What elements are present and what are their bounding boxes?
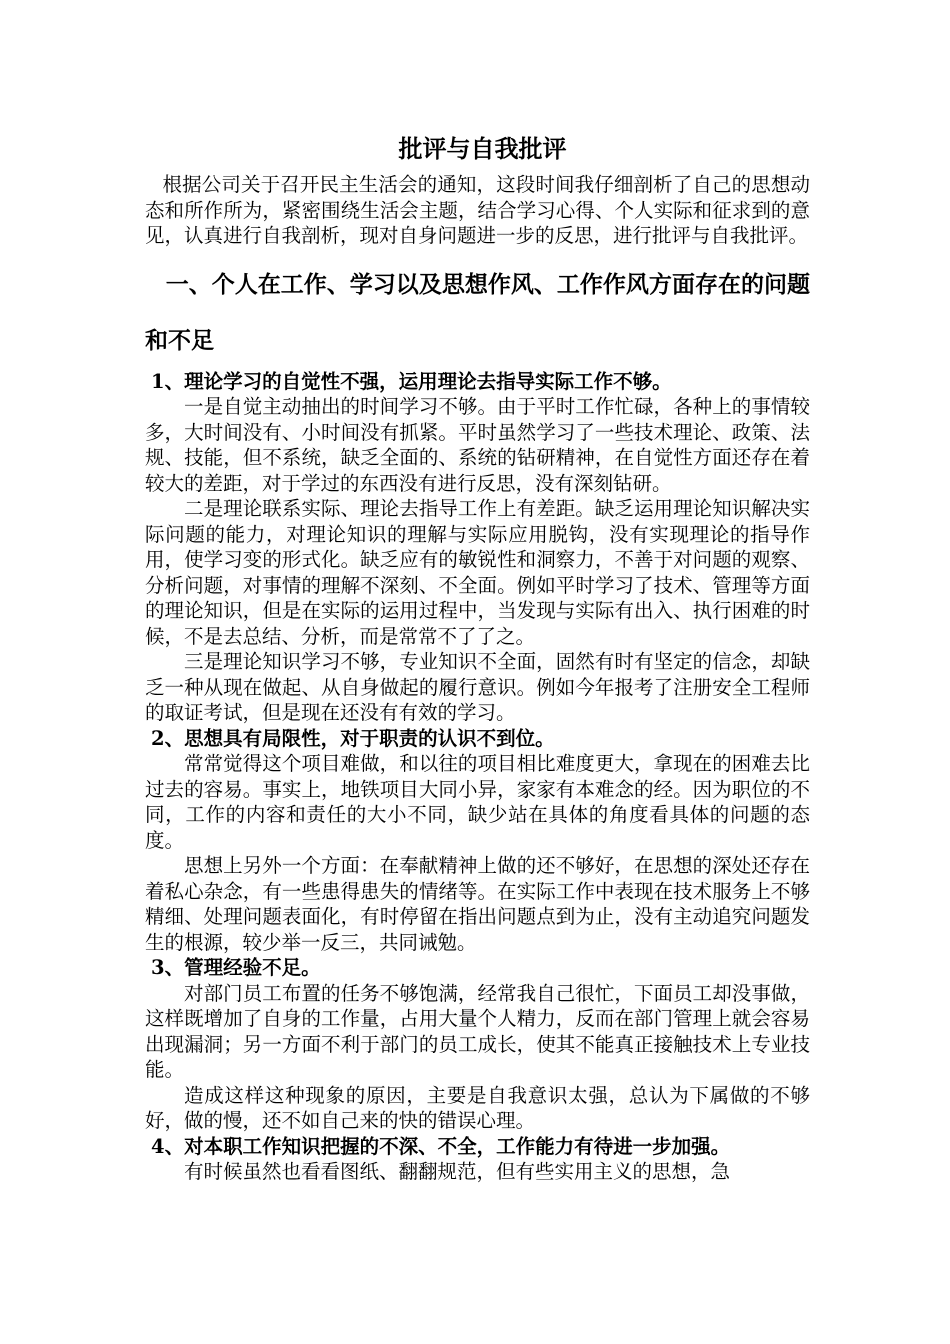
paragraph: 造成这样这种现象的原因，主要是自我意识太强，总认为下属做的不够好，做的慢，还不如自己来的快的错误心理。 [145,1083,810,1132]
subheading-4: 4、对本职工作知识把握的不深、不全，工作能力有待进一步加强。 [151,1134,731,1158]
subheading-1: 1、理论学习的自觉性不强，运用理论去指导实际工作不够。 [151,369,672,393]
paragraph: 常常觉得这个项目难做，和以往的项目相比难度更大，拿现在的困难去比过去的容易。事实上，地铁项目大同小异，家家有本难念的经。因为职位的不同，工作的内容和责任的大小不同，缺少站在具体的角度看具体的问题的态度。 [145,752,810,852]
paragraph: 有时候虽然也看看图纸、翻翻规范，但有些实用主义的思想，急 [184,1160,731,1183]
paragraph: 思想上另外一个方面：在奉献精神上做的还不够好，在思想的深处还存在着私心杂念，有一些患得患失的情绪等。在实际工作中表现在技术服务上不够精细、处理问题表面化，有时停留在指出问题点到为止，没有主动追究问题发生的根源，较少举一反三，共同诫勉。 [145,854,810,954]
subheading-3: 3、管理经验不足。 [151,956,321,979]
paragraph: 一是自觉主动抽出的时间学习不够。由于平时工作忙碌，各种上的事情较多，大时间没有、小时间没有抓紧。平时虽然学习了一些技术理论、政策、法规、技能，但不系统，缺乏全面的、系统的钻研精神，在自觉性方面还存在着较大的差距，对于学过的东西没有进行反思，没有深刻钻研。 [145,395,810,495]
paragraph: 二是理论联系实际、理论去指导工作上有差距。缺乏运用理论知识解决实际问题的能力，对理论知识的理解与实际应用脱钩，没有实现理论的指导作用，使学习变的形式化。缺乏应有的敏锐性和洞察力，不善于对问题的观察、分析问题，对事情的理解不深刻、不全面。例如平时学习了技术、管理等方面的理论知识，但是在实际的运用过程中，当发现与实际有出入、执行困难的时候，不是去总结、分析，而是常常不了了之。 [145,497,810,648]
intro-paragraph: 根据公司关于召开民主生活会的通知，这段时间我仔细剖析了自己的思想动态和所作所为，紧密围绕生活会主题，结合学习心得、个人实际和征求到的意见，认真进行自我剖析，现对自身问题进一步的反思，进行批评与自我批评。 [145,173,810,247]
document-body [145,128,810,1185]
subheading-2: 2、思想具有局限性，对于职责的认识不到位。 [151,726,555,750]
document-title: 批评与自我批评 [398,134,567,163]
paragraph: 对部门员工布置的任务不够饱满，经常我自己很忙，下面员工却没事做，这样既增加了自身的工作量，占用大量个人精力，反而在部门管理上就会容易出现漏洞；另一方面不利于部门的员工成长，使其不能真正接触技术上专业技能。 [145,981,810,1081]
paragraph: 三是理论知识学习不够，专业知识不全面，固然有时有坚定的信念，却缺乏一种从现在做起、从自身做起的履行意识。例如今年报考了注册安全工程师的取证考试，但是现在还没有有效的学习。 [145,650,810,724]
section-heading: 一、个人在工作、学习以及思想作风、工作作风方面存在的问题和不足 [145,270,810,354]
